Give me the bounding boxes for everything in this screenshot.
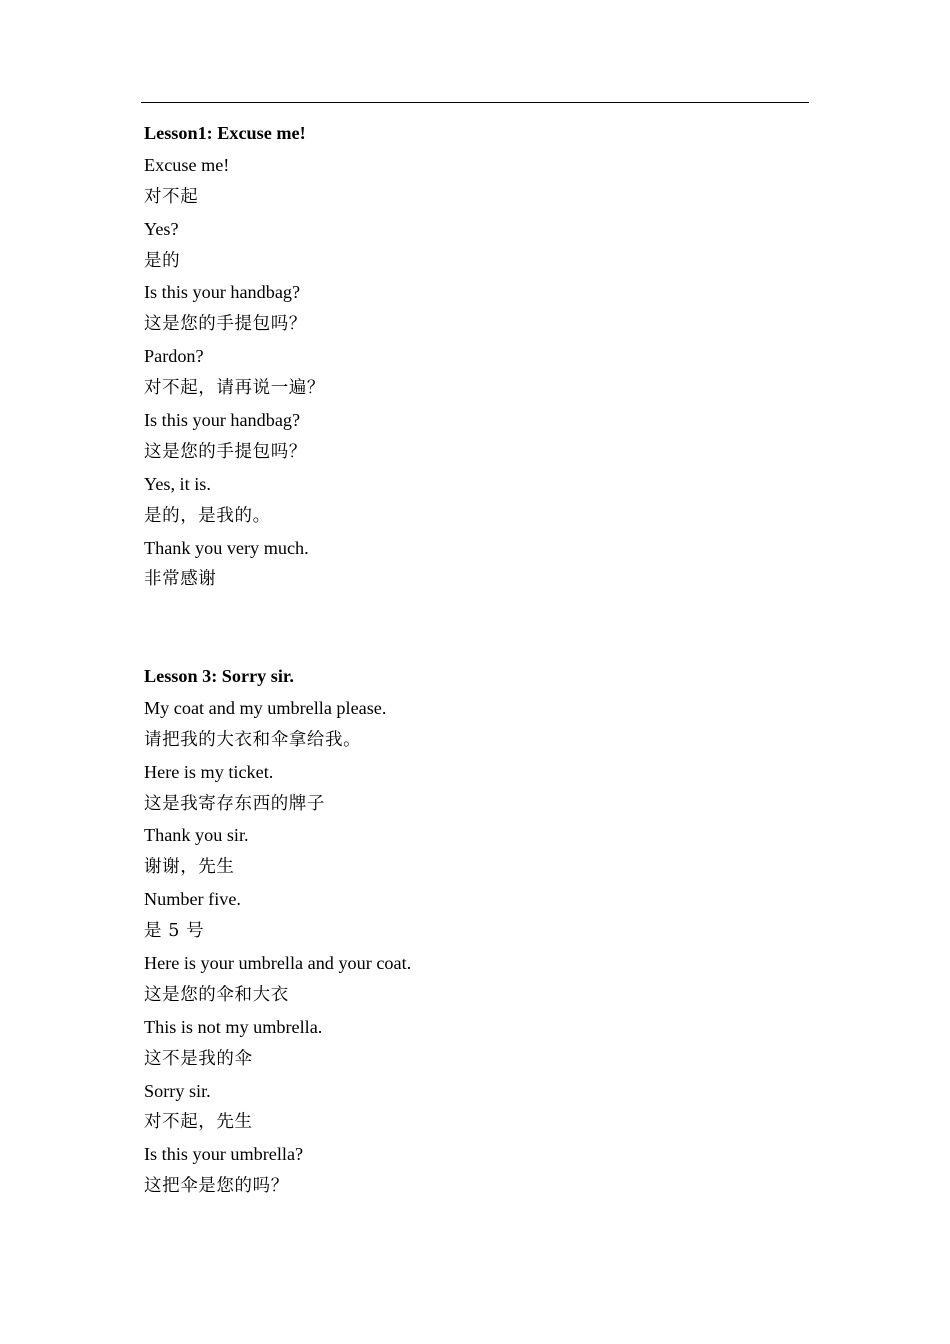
lesson-3-section	[144, 663, 784, 1205]
lesson-1-title: Lesson1: Excuse me!	[144, 123, 306, 143]
dialogue-line-en: Thank you sir.	[144, 825, 249, 846]
dialogue-line-zh: 是的	[144, 250, 181, 271]
dialogue-line-en: Pardon?	[144, 346, 204, 367]
lesson-3-title: Lesson 3: Sorry sir.	[144, 666, 294, 686]
dialogue-line-en: Yes?	[144, 218, 179, 239]
dialogue-line-zh: 是 5 号	[144, 921, 205, 942]
dialogue-line-en: Here is your umbrella and your coat.	[144, 953, 412, 974]
dialogue-line-en: Number five.	[144, 889, 241, 910]
dialogue-line-en: Is this your umbrella?	[144, 1144, 304, 1165]
dialogue-line-zh: 对不起	[144, 186, 199, 207]
dialogue-line-en: This is not my umbrella.	[144, 1016, 323, 1037]
dialogue-line-zh: 对不起，请再说一遍？	[144, 378, 325, 399]
dialogue-line-zh: 请把我的大衣和伞拿给我。	[144, 729, 362, 750]
dialogue-line-en: Here is my ticket.	[144, 761, 274, 782]
dialogue-line-en: Is this your handbag?	[144, 282, 301, 303]
dialogue-line-en: Excuse me!	[144, 154, 230, 175]
dialogue-line-zh: 非常感谢	[144, 569, 217, 590]
dialogue-line-zh: 这不是我的伞	[144, 1048, 253, 1069]
dialogue-line-zh: 这是您的伞和大衣	[144, 984, 289, 1005]
dialogue-line-zh: 谢谢，先生	[144, 857, 235, 878]
dialogue-line-zh: 这是我寄存东西的牌子	[144, 793, 325, 814]
dialogue-line-en: Is this your handbag?	[144, 410, 301, 431]
dialogue-line-zh: 对不起，先生	[144, 1112, 253, 1133]
dialogue-line-zh: 这是您的手提包吗？	[144, 314, 307, 335]
dialogue-line-en: Thank you very much.	[144, 537, 309, 558]
dialogue-line-zh: 是的，是我的。	[144, 505, 271, 526]
dialogue-line-zh: 这是您的手提包吗？	[144, 441, 307, 462]
dialogue-line-en: My coat and my umbrella please.	[144, 697, 387, 718]
dialogue-line-en: Yes, it is.	[144, 473, 211, 494]
dialogue-line-zh: 这把伞是您的吗？	[144, 1176, 289, 1197]
lesson-1-section	[144, 120, 784, 598]
dialogue-line-en: Sorry sir.	[144, 1080, 211, 1101]
header-rule	[141, 102, 809, 103]
